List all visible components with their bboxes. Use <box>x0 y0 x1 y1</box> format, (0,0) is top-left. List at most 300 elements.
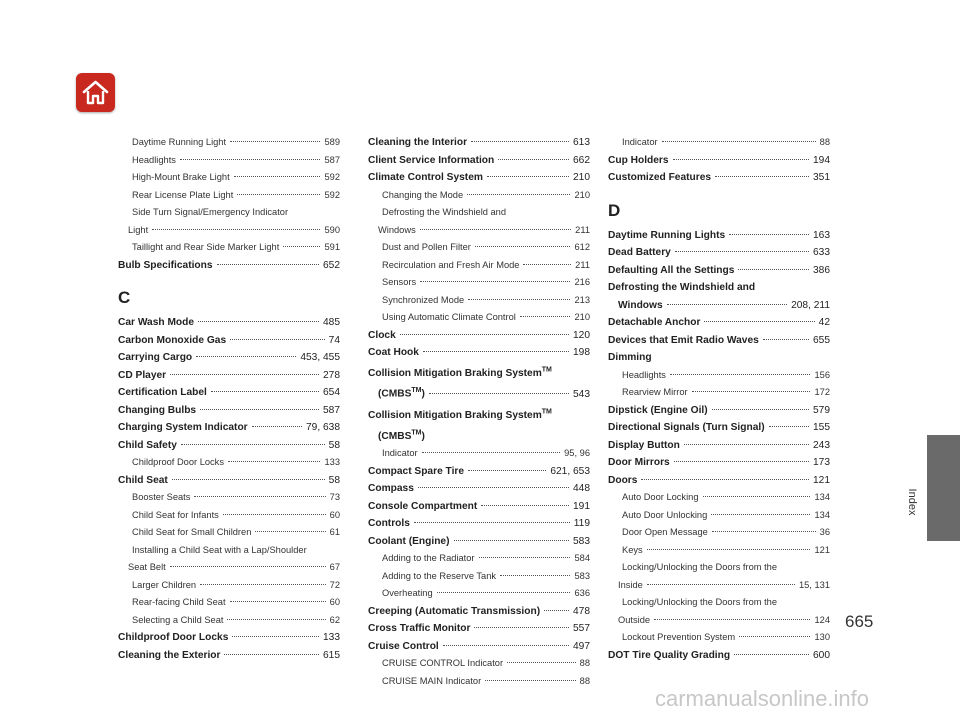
entry-label: Changing Bulbs <box>118 404 197 416</box>
index-entry[interactable] <box>368 515 590 533</box>
index-subentry[interactable] <box>608 612 830 630</box>
page-reference[interactable]: 216 <box>574 277 590 287</box>
entry-label: Door Mirrors <box>608 457 670 468</box>
dot-leader <box>703 496 811 497</box>
page-reference[interactable]: 497 <box>573 640 590 652</box>
dot-leader <box>418 487 569 488</box>
entry-label: Rear-facing Child Seat <box>132 597 226 607</box>
dot-leader <box>673 159 809 160</box>
entry-label: Cleaning the Interior <box>368 137 468 148</box>
dot-leader <box>230 141 320 142</box>
trademark-mark: TM <box>541 408 552 416</box>
page-reference[interactable]: 42 <box>818 317 830 328</box>
entry-text <box>608 454 670 472</box>
index-subentry[interactable] <box>368 239 590 257</box>
entry-label: (CMBS <box>378 430 412 442</box>
page-reference[interactable]: 652 <box>323 259 340 271</box>
page-reference[interactable]: 210 <box>573 172 590 183</box>
entry-label: Client Service Information <box>368 154 495 166</box>
page-reference[interactable]: 613 <box>573 137 590 148</box>
entry-text <box>368 327 396 345</box>
entry-text <box>128 222 148 240</box>
page-reference[interactable]: 612 <box>574 242 590 252</box>
page-reference[interactable]: 621, 653 <box>550 465 590 477</box>
entry-text <box>382 550 475 568</box>
entry-label: Indicator <box>622 137 658 147</box>
dot-leader <box>739 636 810 637</box>
entry-label: Carbon Monoxide Gas <box>118 334 227 346</box>
entry-label: CRUISE CONTROL Indicator <box>382 658 504 669</box>
entry-text <box>118 629 228 647</box>
index-subentry[interactable] <box>608 367 830 385</box>
page-reference[interactable]: 278 <box>323 369 340 381</box>
entry-label: Windows <box>378 224 416 235</box>
entry-text <box>608 402 708 420</box>
index-subentry[interactable] <box>608 542 830 560</box>
index-entry[interactable] <box>368 620 590 638</box>
dot-leader <box>230 601 326 602</box>
entry-label: Windows <box>618 299 663 311</box>
page-reference[interactable]: 590 <box>324 224 340 235</box>
index-entry[interactable] <box>368 424 590 445</box>
dot-leader <box>172 479 325 480</box>
index-subentry[interactable] <box>368 585 590 603</box>
page-reference[interactable]: 134 <box>814 492 830 502</box>
trademark-mark: TM <box>411 387 422 395</box>
entry-label: Locking/Unlocking the Doors from the <box>622 597 778 607</box>
index-entry[interactable] <box>368 498 590 516</box>
index-entry[interactable] <box>608 152 830 170</box>
page-reference[interactable]: 163 <box>813 229 830 241</box>
entry-label: Certification Label <box>118 387 207 398</box>
home-icon <box>80 77 111 108</box>
index-column-1 <box>118 134 340 664</box>
dot-leader <box>475 246 571 247</box>
dot-leader <box>200 584 326 585</box>
index-entry[interactable] <box>608 437 830 455</box>
dot-leader <box>520 316 571 317</box>
page-reference[interactable]: 351 <box>813 172 830 183</box>
index-tab-label: Index <box>906 488 918 516</box>
entry-text <box>118 257 213 275</box>
page-reference[interactable]: 62 <box>329 614 340 625</box>
index-subentry[interactable] <box>118 489 340 507</box>
index-entry[interactable] <box>118 257 340 275</box>
index-entry[interactable] <box>608 279 830 297</box>
dot-leader <box>224 654 319 655</box>
index-subentry[interactable] <box>118 169 340 187</box>
index-entry[interactable] <box>608 244 830 262</box>
entry-label: CRUISE MAIN Indicator <box>382 675 482 686</box>
index-entry[interactable] <box>608 314 830 332</box>
dot-leader <box>738 269 809 270</box>
entry-label: Outside <box>618 614 651 625</box>
entry-label-suffix: ) <box>421 388 425 400</box>
entry-text <box>382 309 516 327</box>
entry-label: Dimming <box>608 352 652 363</box>
index-subentry[interactable] <box>368 274 590 292</box>
dot-leader <box>692 391 811 392</box>
page-reference[interactable]: 579 <box>813 404 830 416</box>
page-reference[interactable]: 120 <box>573 329 590 341</box>
index-subentry[interactable] <box>608 489 830 507</box>
index-entry[interactable] <box>608 227 830 245</box>
page-reference[interactable]: 557 <box>573 623 590 635</box>
index-subentry[interactable] <box>608 629 830 647</box>
entry-label: Display Button <box>608 439 680 451</box>
page-reference[interactable]: 88 <box>579 675 590 686</box>
page-reference[interactable]: 133 <box>324 457 340 467</box>
entry-text <box>378 431 425 442</box>
dot-leader <box>704 321 814 322</box>
dot-leader <box>227 619 325 620</box>
index-entry[interactable] <box>608 349 830 367</box>
page-reference[interactable]: 636 <box>574 588 590 599</box>
index-subentry[interactable] <box>608 559 830 577</box>
page-reference[interactable]: 211 <box>575 224 590 235</box>
index-subentry[interactable] <box>118 134 340 152</box>
dot-leader <box>194 496 325 497</box>
page-reference[interactable]: 194 <box>813 154 830 166</box>
dot-leader <box>647 549 811 550</box>
page-reference[interactable]: 58 <box>328 439 340 451</box>
entry-label: Auto Door Unlocking <box>622 509 708 520</box>
index-entry[interactable] <box>118 472 340 490</box>
index-entry[interactable] <box>368 382 590 403</box>
home-button[interactable] <box>76 73 115 112</box>
page-reference[interactable]: 453, 455 <box>300 352 340 363</box>
dot-leader <box>255 531 325 532</box>
index-subentry[interactable] <box>608 594 830 612</box>
entry-label: DOT Tire Quality Grading <box>608 649 731 661</box>
page-reference[interactable]: 134 <box>814 509 830 520</box>
dot-leader <box>198 321 319 322</box>
entry-label: Door Open Message <box>622 527 708 537</box>
dot-leader <box>454 540 570 541</box>
page-reference[interactable]: 191 <box>573 500 590 512</box>
entry-text <box>368 410 552 421</box>
entry-text <box>382 257 519 275</box>
page-reference[interactable]: 543 <box>573 388 590 400</box>
page-reference[interactable]: 60 <box>329 597 340 607</box>
index-entry[interactable] <box>608 169 830 187</box>
entry-text <box>608 332 759 350</box>
dot-leader <box>712 531 816 532</box>
page-reference[interactable]: 95, 96 <box>564 448 590 459</box>
entry-label: Carrying Cargo <box>118 352 193 363</box>
index-entry[interactable] <box>118 349 340 367</box>
index-entry[interactable] <box>118 332 340 350</box>
page-reference[interactable]: 173 <box>813 457 830 468</box>
watermark: carmanualsonline.info <box>655 686 870 711</box>
page-reference[interactable]: 156 <box>814 369 830 380</box>
page-reference[interactable]: 662 <box>573 154 590 166</box>
entry-label: Cross Traffic Monitor <box>368 623 471 635</box>
index-subentry[interactable] <box>118 204 340 222</box>
page-reference[interactable]: 600 <box>813 649 830 661</box>
index-entry[interactable] <box>118 419 340 437</box>
page-reference[interactable]: 583 <box>574 570 590 581</box>
entry-text <box>132 152 176 170</box>
dot-leader <box>670 374 811 375</box>
dot-leader <box>400 334 569 335</box>
page-reference[interactable]: 211 <box>575 259 590 270</box>
index-entry[interactable] <box>118 384 340 402</box>
index-subentry[interactable] <box>608 524 830 542</box>
entry-text <box>622 597 777 607</box>
index-subentry[interactable] <box>368 673 590 691</box>
index-entry[interactable] <box>118 314 340 332</box>
index-entry[interactable] <box>368 327 590 345</box>
index-subentry[interactable] <box>118 594 340 612</box>
dot-leader <box>181 444 325 445</box>
index-entry[interactable] <box>368 638 590 656</box>
index-subentry[interactable] <box>118 524 340 542</box>
index-entry[interactable] <box>608 472 830 490</box>
index-subentry[interactable] <box>368 568 590 586</box>
entry-label: Defrosting the Windshield and <box>382 207 507 217</box>
page-reference[interactable]: 208, 211 <box>791 299 830 311</box>
page-reference[interactable]: 74 <box>328 334 340 346</box>
index-subentry[interactable] <box>368 257 590 275</box>
index-entry[interactable] <box>608 297 830 315</box>
index-subentry[interactable] <box>118 239 340 257</box>
entry-label: Coat Hook <box>368 347 419 358</box>
page-reference[interactable]: 198 <box>573 347 590 358</box>
entry-label: Detachable Anchor <box>608 317 701 328</box>
page-reference[interactable]: 36 <box>819 527 830 537</box>
page-reference[interactable]: 73 <box>329 492 340 502</box>
page-reference[interactable]: 213 <box>574 294 590 305</box>
index-tab[interactable] <box>927 435 960 541</box>
page-number: 665 <box>845 612 874 631</box>
section-letter: C <box>118 288 131 307</box>
page-reference[interactable]: 485 <box>323 317 340 328</box>
index-entry[interactable] <box>608 402 830 420</box>
dot-leader <box>420 229 571 230</box>
page-reference[interactable]: 210 <box>574 312 590 322</box>
entry-label: Bulb Specifications <box>118 259 213 271</box>
index-entry[interactable] <box>368 152 590 170</box>
dot-leader <box>769 426 809 427</box>
index-subentry[interactable] <box>118 152 340 170</box>
entry-label: Dipstick (Engine Oil) <box>608 404 708 416</box>
entry-label: CD Player <box>118 369 167 381</box>
page-reference[interactable]: 386 <box>813 264 830 276</box>
dot-leader <box>471 141 569 142</box>
entry-label: Controls <box>368 518 410 530</box>
page-reference[interactable]: 155 <box>813 422 830 433</box>
index-entry[interactable] <box>368 344 590 362</box>
page-reference[interactable]: 615 <box>323 649 340 661</box>
entry-text <box>622 134 658 152</box>
entry-text <box>118 314 194 332</box>
index-entry[interactable] <box>118 437 340 455</box>
entry-text <box>622 542 643 560</box>
entry-text <box>132 187 233 205</box>
page-reference[interactable]: 210 <box>574 189 590 200</box>
index-subentry[interactable] <box>118 454 340 472</box>
entry-text <box>368 498 477 516</box>
index-entry[interactable] <box>118 402 340 420</box>
index-entry[interactable] <box>368 362 590 383</box>
index-subentry[interactable] <box>368 445 590 463</box>
entry-label: Devices that Emit Radio Waves <box>608 334 759 346</box>
index-subentry[interactable] <box>118 577 340 595</box>
entry-label: Synchronized Mode <box>382 294 465 305</box>
entry-label: Lockout Prevention System <box>622 632 736 642</box>
dot-leader <box>200 409 319 410</box>
index-entry[interactable] <box>608 262 830 280</box>
index-subentry[interactable] <box>118 612 340 630</box>
page-reference[interactable]: 61 <box>329 527 340 537</box>
entry-text <box>368 480 414 498</box>
page-reference[interactable]: 121 <box>813 474 830 486</box>
index-entry[interactable] <box>368 463 590 481</box>
page-reference[interactable]: 587 <box>324 154 340 165</box>
entry-text <box>132 612 223 630</box>
dot-leader <box>647 584 795 585</box>
entry-text <box>382 585 433 603</box>
page-reference[interactable]: 88 <box>819 137 830 147</box>
index-subentry[interactable] <box>368 292 590 310</box>
index-subentry[interactable] <box>368 550 590 568</box>
entry-text <box>622 489 699 507</box>
page-reference[interactable]: 591 <box>324 242 340 252</box>
trademark-mark: TM <box>541 366 552 374</box>
index-subentry[interactable] <box>608 577 830 595</box>
index-entry[interactable] <box>368 403 590 424</box>
entry-text <box>382 207 506 217</box>
page-reference[interactable]: 72 <box>329 579 340 590</box>
page-reference[interactable]: 130 <box>814 632 830 642</box>
entry-label: Defaulting All the Settings <box>608 264 735 276</box>
page-reference[interactable]: 124 <box>814 614 830 625</box>
index-entry[interactable] <box>368 603 590 621</box>
index-subentry[interactable] <box>608 134 830 152</box>
dot-leader <box>474 627 569 628</box>
entry-label: Booster Seats <box>132 492 191 502</box>
entry-label: Child Seat for Infants <box>132 509 219 520</box>
page-reference[interactable]: 79, 638 <box>306 422 340 433</box>
page-reference[interactable]: 172 <box>814 387 830 397</box>
entry-label: Child Safety <box>118 439 177 451</box>
page-reference[interactable]: 633 <box>813 247 830 258</box>
page-reference[interactable]: 448 <box>573 483 590 495</box>
dot-leader <box>422 452 560 453</box>
index-entry[interactable] <box>368 169 590 187</box>
entry-label: Creeping (Automatic Transmission) <box>368 605 541 617</box>
entry-label: Compact Spare Tire <box>368 465 465 477</box>
page-reference[interactable]: 243 <box>813 439 830 451</box>
entry-text <box>608 227 725 245</box>
page-reference[interactable]: 88 <box>579 658 590 669</box>
entry-label: Side Turn Signal/Emergency Indicator <box>132 207 289 217</box>
entry-label: Light <box>128 224 149 235</box>
page-reference[interactable]: 60 <box>329 509 340 520</box>
index-entry[interactable] <box>368 533 590 551</box>
index-subentry[interactable] <box>118 507 340 525</box>
index-subentry[interactable] <box>368 309 590 327</box>
index-entry[interactable] <box>368 134 590 152</box>
index-entry[interactable] <box>118 629 340 647</box>
entry-label: (CMBS <box>378 388 412 400</box>
dot-leader <box>437 592 571 593</box>
page-reference[interactable]: 655 <box>813 334 830 346</box>
trademark-mark: TM <box>411 429 422 437</box>
index-entry[interactable] <box>118 647 340 665</box>
entry-label: Headlights <box>622 369 666 380</box>
entry-label: Childproof Door Locks <box>118 632 229 643</box>
page-reference[interactable]: 587 <box>323 404 340 416</box>
entry-text <box>368 169 483 187</box>
entry-text <box>618 577 643 595</box>
index-entry[interactable] <box>118 367 340 385</box>
entry-text <box>368 463 464 481</box>
index-subentry[interactable] <box>608 384 830 402</box>
index-entry[interactable] <box>608 332 830 350</box>
index-subentry[interactable] <box>118 187 340 205</box>
dot-leader <box>487 176 569 177</box>
dot-leader <box>423 351 569 352</box>
entry-text <box>382 445 418 463</box>
page-reference[interactable]: 67 <box>329 562 340 572</box>
page-reference[interactable]: 583 <box>573 535 590 547</box>
index-entry[interactable] <box>608 454 830 472</box>
entry-text <box>608 472 637 490</box>
entry-label: Coolant (Engine) <box>368 535 450 547</box>
entry-label: Cruise Control <box>368 640 439 652</box>
index-subentry[interactable] <box>368 204 590 222</box>
index-subentry[interactable] <box>118 222 340 240</box>
dot-leader <box>712 409 809 410</box>
dot-leader <box>468 299 570 300</box>
index-subentry[interactable] <box>368 187 590 205</box>
entry-label: Defrosting the Windshield and <box>608 282 756 293</box>
page-reference[interactable]: 15, 131 <box>798 579 830 590</box>
index-subentry[interactable] <box>608 507 830 525</box>
page-reference[interactable]: 584 <box>574 553 590 564</box>
entry-text <box>132 169 230 187</box>
index-entry[interactable] <box>368 480 590 498</box>
page-reference[interactable]: 121 <box>814 544 830 555</box>
page-reference[interactable]: 119 <box>573 518 590 530</box>
page-reference[interactable]: 589 <box>324 137 340 147</box>
entry-text <box>118 402 196 420</box>
entry-text <box>382 292 464 310</box>
entry-label: Rearview Mirror <box>622 387 688 397</box>
page-reference[interactable]: 478 <box>573 605 590 617</box>
page-reference[interactable]: 654 <box>323 387 340 398</box>
entry-text <box>378 222 416 240</box>
entry-text <box>132 594 226 612</box>
index-subentry[interactable] <box>118 559 340 577</box>
entry-text <box>608 262 734 280</box>
index-entry[interactable] <box>608 419 830 437</box>
index-subentry[interactable] <box>118 542 340 560</box>
index-subentry[interactable] <box>368 655 590 673</box>
index-entry[interactable] <box>608 647 830 665</box>
entry-text <box>618 297 663 315</box>
entry-label: Daytime Running Lights <box>608 229 726 241</box>
entry-text <box>382 568 496 586</box>
page-reference[interactable]: 133 <box>323 632 340 643</box>
page-reference[interactable]: 592 <box>324 189 340 200</box>
index-subentry[interactable] <box>368 222 590 240</box>
page-reference[interactable]: 58 <box>328 474 340 486</box>
entry-label: Overheating <box>382 588 433 599</box>
page-reference[interactable]: 592 <box>324 172 340 182</box>
